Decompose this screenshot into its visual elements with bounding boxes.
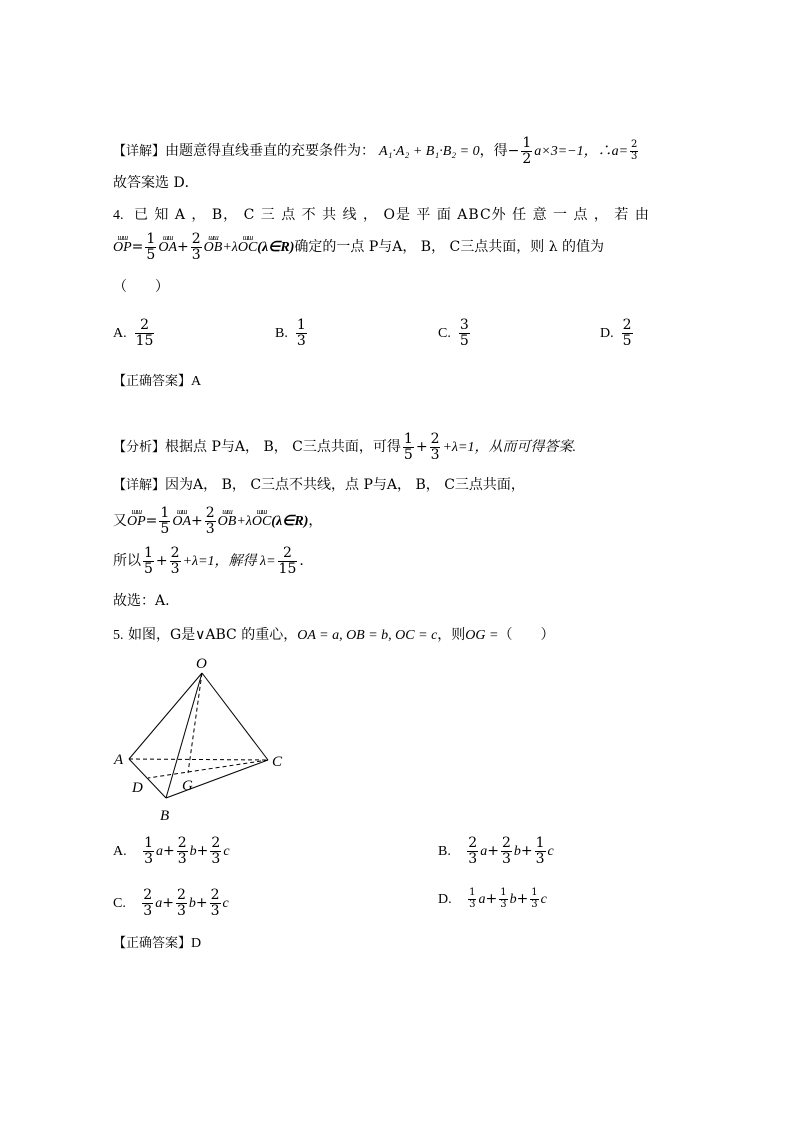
q5-option-d[interactable]: D. $\frac{1}{3}$ a+ $\frac{1}{3}$ b+ $\frac{1}{3}$ c xyxy=(438,887,547,910)
q4-option-a[interactable]: A. $\frac{2}{15}$ xyxy=(113,317,154,349)
lambda-term: +λ xyxy=(222,240,238,256)
vector-ob: ɯɯ OB xyxy=(203,233,223,256)
q4-option-c[interactable]: C. $\frac{3}{5}$ xyxy=(438,317,469,349)
edge-ac-dashed xyxy=(129,759,268,760)
label-g: G xyxy=(182,778,193,794)
fraction-half: $\frac{1}{2}$ xyxy=(522,135,532,167)
coef-2-3: $\frac{2}{3}$ xyxy=(191,231,201,263)
label-d: D xyxy=(132,780,143,796)
q4-line-2 xyxy=(113,232,604,262)
label-o: O xyxy=(196,656,207,672)
tetrahedron-figure xyxy=(108,652,308,824)
q4-statement: 已 知 A ， B， C 三 点 不 共 线 ， O是 平 面 ABC外 任 意 一 点 ， 若 由 xyxy=(133,207,650,223)
q4-tail: 确定的一点 P与A， B， C三点共面，则 λ 的值为 xyxy=(294,239,605,256)
q4-detail-2: 又 ɯɯ OP= $\frac{1}{5}$ ɯɯ OA+ $\frac{2}{3}$ ɯɯ OB+λ ɯɯ OC(λ∈R)， xyxy=(113,505,323,537)
q4-analysis: 【分析】根据点 P与A， B， C三点共面，可得 $\frac{1}{5}$ + $\frac{2}{3}$ +λ=1，从而可得答案. xyxy=(113,431,576,463)
fraction-a-value: $\frac{2}{3}$ xyxy=(631,139,638,162)
q4-answer: 【正确答案】A xyxy=(113,374,202,389)
conclusion-line: 故答案选 D． xyxy=(113,175,199,191)
coef-1-5: $\frac{1}{5}$ xyxy=(146,231,156,263)
q4-detail-3: 所以 $\frac{1}{5}$ + $\frac{2}{3}$ +λ=1，解得 λ= $\frac{2}{15}$ . xyxy=(113,545,304,577)
edge-oa xyxy=(129,673,202,759)
median-cd-dashed xyxy=(148,760,268,778)
vector-oa: ɯɯ OA xyxy=(158,233,177,256)
q4-choose: 故选：A. xyxy=(113,593,170,609)
q4-detail-1: 【详解】因为A， B， C三点不共线，点 P与A， B， C三点共面， xyxy=(113,477,525,493)
label-b: B xyxy=(160,808,170,824)
perp-condition: A₁·A₂ + B₁·B₂ = 0 xyxy=(379,144,480,160)
q4-paren: （ ） xyxy=(113,279,169,295)
equals: = xyxy=(131,239,144,256)
detail-line-1 xyxy=(113,136,640,166)
label-a: A xyxy=(114,752,124,768)
plus: + xyxy=(177,239,189,256)
q4-line-1 xyxy=(113,208,650,223)
q5-line-1: 5. 如图，G是∨ABC 的重心，OA = a, OB = b, OC = c，则OG =（ ） xyxy=(113,627,555,643)
vector-oc: ɯɯ OC xyxy=(237,233,258,256)
q5-option-c[interactable]: C. $\frac{2}{3}$ a+ $\frac{2}{3}$ b+ $\frac{2}{3}$ c xyxy=(113,887,229,919)
q5-vector-eqs: OA = a, OB = b, OC = c xyxy=(297,628,438,643)
detail-tag: 【详解】 xyxy=(113,144,166,160)
lambda-condition: (λ∈R) xyxy=(257,240,295,256)
comma-de: ，得 xyxy=(479,143,508,160)
q4-option-d[interactable]: D. $\frac{2}{5}$ xyxy=(600,317,632,349)
q5-option-a[interactable]: A. $\frac{1}{3}$ a+ $\frac{2}{3}$ b+ $\frac{2}{3}$ c xyxy=(113,835,230,867)
segment-og-dashed xyxy=(188,673,202,773)
edge-oc xyxy=(202,673,268,760)
minus-sign: − xyxy=(507,143,520,160)
q5-answer: 【正确答案】D xyxy=(113,936,202,951)
a-expression: a×3=−1，∴a= xyxy=(534,144,629,160)
q4-option-b[interactable]: B. $\frac{1}{3}$ xyxy=(275,317,306,349)
vector-op: ɯɯ OP xyxy=(113,233,132,256)
detail-text: 由题意得直线垂直的充要条件为： xyxy=(165,143,376,160)
q5-option-b[interactable]: B. $\frac{2}{3}$ a+ $\frac{2}{3}$ b+ $\frac{1}{3}$ c xyxy=(438,835,554,867)
label-c: C xyxy=(272,754,283,770)
q4-number: 4. xyxy=(113,208,124,223)
